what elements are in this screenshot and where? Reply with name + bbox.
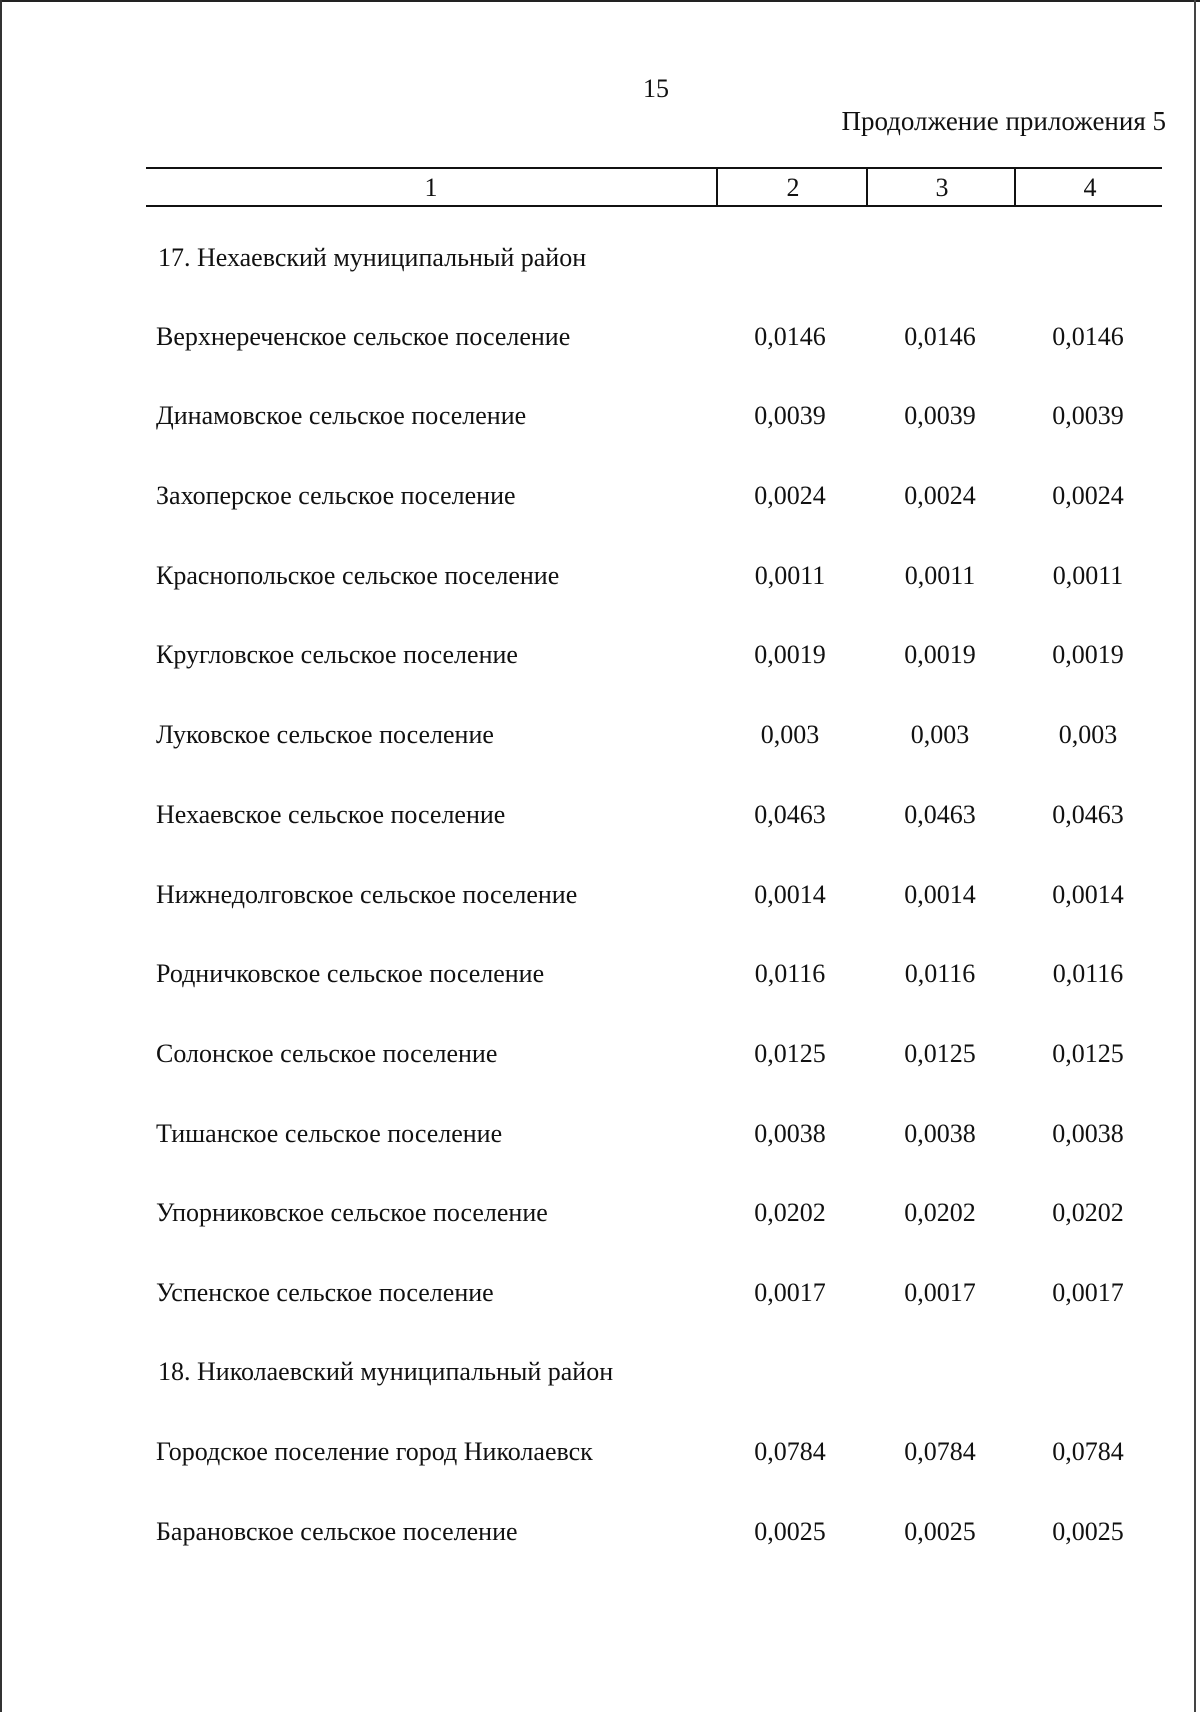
value-col-4: 0,0146 (1052, 322, 1124, 351)
value-col-3: 0,0011 (904, 561, 976, 590)
settlement-name: Захоперское сельское поселение (156, 481, 516, 510)
settlement-name: Городское поселение город Николаевск (156, 1437, 593, 1466)
value-col-2: 0,0019 (754, 640, 826, 669)
value-col-3: 0,0146 (904, 322, 976, 351)
value-col-4: 0,0202 (1052, 1198, 1124, 1227)
table-row (0, 959, 1200, 999)
value-col-3: 0,0019 (904, 640, 976, 669)
header-col-1: 1 (424, 173, 438, 202)
continuation-label: Продолжение приложения 5 (841, 106, 1166, 136)
value-col-4: 0,0039 (1052, 401, 1124, 430)
value-col-2: 0,003 (760, 720, 820, 749)
value-col-2: 0,0011 (754, 561, 826, 590)
table-row (0, 880, 1200, 920)
table-row (0, 561, 1200, 601)
table-row (0, 640, 1200, 680)
table-row (0, 1437, 1200, 1477)
settlement-name: Кругловское сельское поселение (156, 640, 518, 669)
value-col-3: 0,0784 (904, 1437, 976, 1466)
value-col-4: 0,0017 (1052, 1278, 1124, 1307)
value-col-2: 0,0784 (754, 1437, 826, 1466)
table-row (0, 322, 1200, 362)
table-row (0, 800, 1200, 840)
table-row (0, 401, 1200, 441)
value-col-4: 0,0463 (1052, 800, 1124, 829)
value-col-4: 0,0011 (1052, 561, 1124, 590)
value-col-3: 0,0025 (904, 1517, 976, 1546)
value-col-2: 0,0116 (754, 959, 826, 988)
table-row (0, 1198, 1200, 1238)
table-row (0, 720, 1200, 760)
settlement-name: Солонское сельское поселение (156, 1039, 498, 1068)
table-header (146, 167, 1162, 207)
settlement-name: Родничковское сельское поселение (156, 959, 545, 988)
header-col-2: 2 (716, 169, 868, 205)
value-col-2: 0,0039 (754, 401, 826, 430)
settlement-name: Барановское сельское поселение (156, 1517, 518, 1546)
settlement-name: Краснопольское сельское поселение (156, 561, 560, 590)
value-col-2: 0,0014 (754, 880, 826, 909)
value-col-4: 0,0038 (1052, 1119, 1124, 1148)
settlement-name: Динамовское сельское поселение (156, 401, 527, 430)
value-col-4: 0,003 (1058, 720, 1118, 749)
value-col-4: 0,0025 (1052, 1517, 1124, 1546)
value-col-3: 0,0017 (904, 1278, 976, 1307)
value-col-2: 0,0038 (754, 1119, 826, 1148)
section-title: 18. Николаевский муниципальный район (158, 1357, 614, 1386)
value-col-3: 0,0202 (904, 1198, 976, 1227)
table-row (0, 1517, 1200, 1557)
value-col-3: 0,0463 (904, 800, 976, 829)
table-row (0, 481, 1200, 521)
value-col-3: 0,0014 (904, 880, 976, 909)
value-col-4: 0,0784 (1052, 1437, 1124, 1466)
value-col-4: 0,0116 (1052, 959, 1124, 988)
value-col-4: 0,0019 (1052, 640, 1124, 669)
value-col-2: 0,0125 (754, 1039, 826, 1068)
scan-edge-top (0, 0, 1200, 2)
value-col-4: 0,0014 (1052, 880, 1124, 909)
value-col-2: 0,0024 (754, 481, 826, 510)
settlement-name: Верхнереченское сельское поселение (156, 322, 571, 351)
table-row (0, 1119, 1200, 1159)
value-col-2: 0,0017 (754, 1278, 826, 1307)
value-col-2: 0,0202 (754, 1198, 826, 1227)
section-title: 17. Нехаевский муниципальный район (158, 243, 587, 272)
value-col-4: 0,0125 (1052, 1039, 1124, 1068)
settlement-name: Луковское сельское поселение (156, 720, 494, 749)
value-col-3: 0,0125 (904, 1039, 976, 1068)
table-row (0, 1278, 1200, 1318)
value-col-3: 0,0038 (904, 1119, 976, 1148)
settlement-name: Упорниковское сельское поселение (156, 1198, 548, 1227)
value-col-2: 0,0463 (754, 800, 826, 829)
header-col-3: 3 (866, 169, 1016, 205)
value-col-3: 0,0116 (904, 959, 976, 988)
page-number: 15 (643, 74, 669, 103)
settlement-name: Нехаевское сельское поселение (156, 800, 506, 829)
value-col-3: 0,0039 (904, 401, 976, 430)
value-col-4: 0,0024 (1052, 481, 1124, 510)
table-row (0, 1039, 1200, 1079)
value-col-2: 0,0146 (754, 322, 826, 351)
settlement-name: Тишанское сельское поселение (156, 1119, 503, 1148)
header-col-4: 4 (1014, 169, 1164, 205)
settlement-name: Нижнедолговское сельское поселение (156, 880, 578, 909)
value-col-3: 0,003 (910, 720, 970, 749)
value-col-3: 0,0024 (904, 481, 976, 510)
value-col-2: 0,0025 (754, 1517, 826, 1546)
settlement-name: Успенское сельское поселение (156, 1278, 494, 1307)
